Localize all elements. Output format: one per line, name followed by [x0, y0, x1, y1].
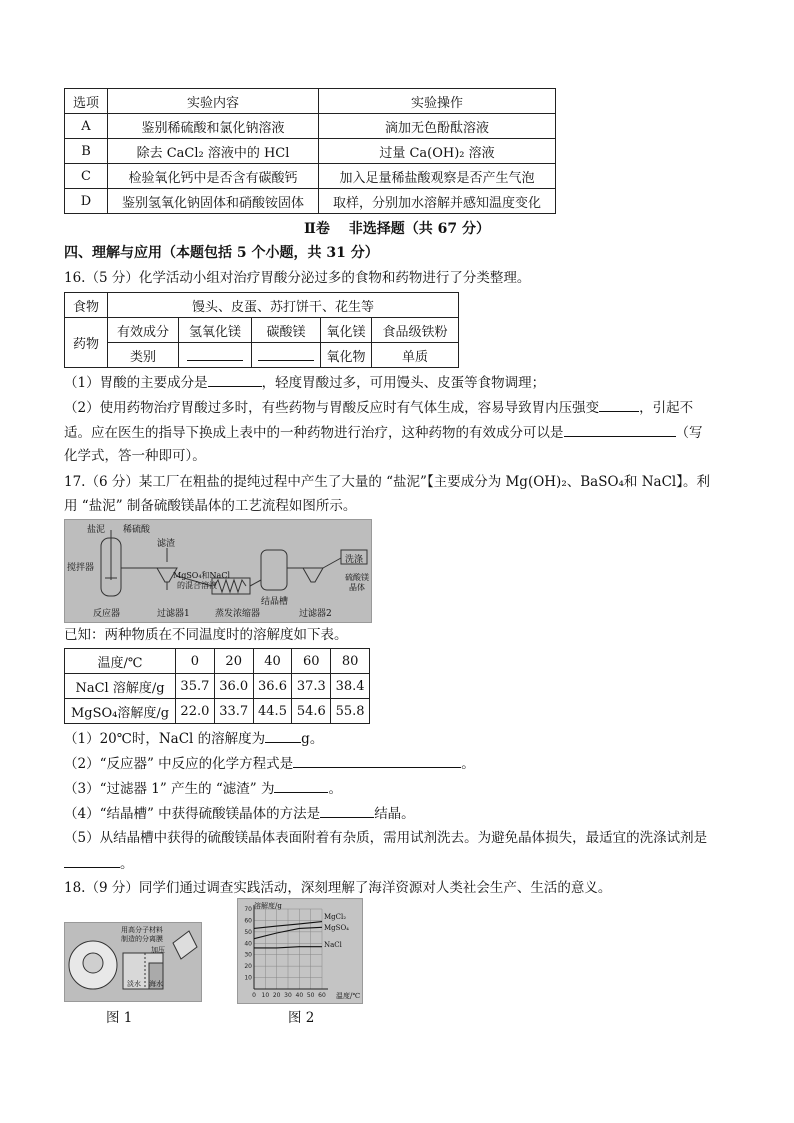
series-line-2	[254, 947, 322, 948]
table-cell: 36.6	[253, 674, 292, 699]
answer-blank[interactable]	[293, 753, 461, 768]
legend-mgcl2: MgCl₂	[324, 913, 347, 921]
answer-blank[interactable]	[64, 853, 120, 868]
answer-blank[interactable]	[599, 397, 639, 412]
y-tick-label: 70	[244, 906, 252, 913]
section-heading: 四、理解与应用（本题包括 5 个小题，共 31 分）	[64, 245, 379, 261]
figure-2-solubility-chart	[237, 898, 363, 1004]
q17-known: 已知：两种物质在不同温度时的溶解度如下表。	[64, 627, 348, 643]
table-cell: 取样，分别加水溶解并感知温度变化	[319, 189, 556, 214]
table-cell: 44.5	[253, 699, 292, 724]
y-tick-label: 30	[244, 951, 252, 959]
sol-header: 40	[253, 649, 292, 674]
table-cell: 54.6	[292, 699, 331, 724]
category-label: 类别	[108, 343, 179, 368]
fig1-label: 淡水	[127, 980, 141, 988]
fig1-label: 制造的分离膜	[121, 935, 163, 943]
q17-sub2: （2）“反应器” 中反应的化学方程式是 。	[64, 753, 475, 774]
sol-header: 80	[331, 649, 370, 674]
q16-part1: （1）胃酸的主要成分是 ，轻度胃酸过多，可用馒头、皮蛋等食物调理；	[64, 372, 545, 393]
fig1-caption: 图 1	[106, 1010, 133, 1026]
table-cell: 过量 Ca(OH)₂ 溶液	[319, 139, 556, 164]
category-cell: 单质	[372, 343, 459, 368]
diagram-label: 硫酸镁	[345, 573, 369, 582]
table-cell: 鉴别稀硫酸和氯化钠溶液	[108, 114, 319, 139]
x-tick-label: 40	[295, 992, 304, 999]
q16-stem: 16.（5 分）化学活动小组对治疗胃酸分泌过多的食物和药物进行了分类整理。	[64, 270, 531, 286]
diagram-label: 过滤器2	[299, 609, 332, 619]
table-cell: 35.7	[176, 674, 215, 699]
fig1-label: 海水	[149, 980, 163, 988]
volume-title: Ⅱ卷 非选择题（共 67 分）	[304, 221, 490, 237]
diagram-label: 的混合溶液	[177, 581, 217, 590]
table1-header: 选项	[65, 89, 108, 114]
diagram-label: 盐泥	[87, 525, 106, 535]
table-cell: 33.7	[214, 699, 253, 724]
diagram-label: 洗涤	[345, 555, 364, 565]
x-tick-label: 10	[261, 992, 270, 999]
options-table	[64, 88, 556, 214]
q16-table	[64, 292, 459, 368]
diagram-label: MgSO₄和NaCl	[173, 571, 231, 580]
food-label: 食物	[65, 293, 108, 318]
chart-ylabel: 溶解度/g	[254, 902, 282, 910]
q17-sub5: （5）从结晶槽中获得的硫酸镁晶体表面附着有杂质，需用试剂洗去。为避免晶体损失，最适宜的洗涤试剂是	[64, 830, 708, 846]
table-row	[65, 674, 370, 699]
fig1-label: 加压	[151, 946, 165, 954]
diagram-label: 过滤器1	[157, 609, 190, 619]
answer-blank[interactable]	[320, 803, 374, 818]
q17-sub3: （3）“过滤器 1” 产生的 “滤渣” 为 。	[64, 778, 342, 799]
table-row	[65, 114, 556, 139]
category-blank[interactable]	[252, 343, 321, 368]
q17-sub5-end: 。	[64, 853, 134, 874]
legend-mgso4: MgSO₄	[324, 924, 349, 932]
table-cell: A	[65, 114, 108, 139]
category-blank[interactable]	[179, 343, 252, 368]
x-tick-label: 50	[306, 992, 315, 999]
answer-blank[interactable]	[265, 728, 301, 743]
table-cell: MgSO₄溶解度/g	[65, 699, 176, 724]
ingredient-cell: 碳酸镁	[252, 318, 321, 343]
process-flow-diagram	[64, 519, 372, 623]
ingredient-cell: 氢氧化镁	[179, 318, 252, 343]
diagram-label: 滤渣	[157, 539, 176, 549]
ingredient-label: 有效成分	[108, 318, 179, 343]
diagram-label: 结晶槽	[261, 597, 289, 607]
q16-part2-line3: 化学式，答一种即可）。	[64, 448, 206, 464]
y-tick-label: 50	[244, 928, 252, 936]
x-tick-label: 0	[252, 992, 256, 999]
diagram-label: 搅拌器	[67, 563, 95, 573]
table-row	[65, 699, 370, 724]
q17-stem1: 17.（6 分）某工厂在粗盐的提纯过程中产生了大量的 “盐泥”【主要成分为 Mg(OH)₂、BaSO₄和 NaCl】。利	[64, 474, 710, 490]
legend-nacl: NaCl	[324, 941, 342, 949]
table-cell: D	[65, 189, 108, 214]
sol-header: 温度/℃	[65, 649, 176, 674]
x-tick-label: 60	[318, 992, 326, 999]
q18-stem: 18.（9 分）同学们通过调查实践活动，深刻理解了海洋资源对人类社会生产、生活的意义。	[64, 880, 612, 896]
q17-stem2: 用 “盐泥” 制备硫酸镁晶体的工艺流程如图所示。	[64, 498, 357, 514]
table-cell: 22.0	[176, 699, 215, 724]
q17-sub4: （4）“结晶槽” 中获得硫酸镁晶体的方法是 结晶。	[64, 803, 415, 824]
table-cell: 鉴别氢氧化钠固体和硝酸铵固体	[108, 189, 319, 214]
y-tick-label: 10	[244, 974, 252, 982]
y-tick-label: 60	[244, 917, 252, 925]
table1-header: 实验操作	[319, 89, 556, 114]
table-cell: 38.4	[331, 674, 370, 699]
fig1-label: 用高分子材料	[121, 926, 163, 934]
q17-sub1: （1）20℃时，NaCl 的溶解度为 g。	[64, 728, 323, 749]
table-cell: 加入足量稀盐酸观察是否产生气泡	[319, 164, 556, 189]
sol-header: 0	[176, 649, 215, 674]
table1-header: 实验内容	[108, 89, 319, 114]
q16-part2-line1: （2）使用药物治疗胃酸过多时，有些药物与胃酸反应时有气体生成，容易导致胃内压强变 ，引起不	[64, 397, 693, 418]
diagram-label: 蒸发浓缩器	[215, 609, 261, 619]
table-cell: B	[65, 139, 108, 164]
table-cell: 36.0	[214, 674, 253, 699]
chart-xlabel: 温度/℃	[336, 992, 361, 1000]
diagram-label: 晶体	[349, 583, 365, 592]
diagram-label: 反应器	[93, 609, 121, 619]
table-cell: NaCl 溶解度/g	[65, 674, 176, 699]
food-items: 馒头、皮蛋、苏打饼干、花生等	[108, 293, 459, 318]
answer-blank[interactable]	[564, 422, 676, 437]
table-cell: 滴加无色酚酞溶液	[319, 114, 556, 139]
drug-label: 药物	[65, 318, 108, 368]
ingredient-cell: 氧化镁	[321, 318, 372, 343]
q16-part2-line2: 适。应在医生的指导下换成上表中的一种药物进行治疗，这种药物的有效成分可以是 （写	[64, 422, 703, 443]
diagram-label: 稀硫酸	[123, 525, 151, 535]
sol-header: 20	[214, 649, 253, 674]
ingredient-cell: 食品级铁粉	[372, 318, 459, 343]
y-tick-label: 20	[244, 963, 252, 971]
category-cell: 氧化物	[321, 343, 372, 368]
table-row	[65, 139, 556, 164]
answer-blank[interactable]	[274, 778, 328, 793]
table-cell: 检验氧化钙中是否含有碳酸钙	[108, 164, 319, 189]
solubility-table	[64, 648, 370, 724]
table-row	[65, 164, 556, 189]
table-row	[65, 189, 556, 214]
table-cell: 55.8	[331, 699, 370, 724]
table-cell: 除去 CaCl₂ 溶液中的 HCl	[108, 139, 319, 164]
x-tick-label: 20	[272, 992, 281, 999]
sol-header: 60	[292, 649, 331, 674]
table-cell: C	[65, 164, 108, 189]
answer-blank[interactable]	[208, 372, 262, 387]
y-tick-label: 40	[244, 940, 252, 948]
fig2-caption: 图 2	[288, 1010, 315, 1026]
figure-1-desalination	[64, 922, 202, 1002]
x-tick-label: 30	[284, 992, 292, 999]
table-cell: 37.3	[292, 674, 331, 699]
